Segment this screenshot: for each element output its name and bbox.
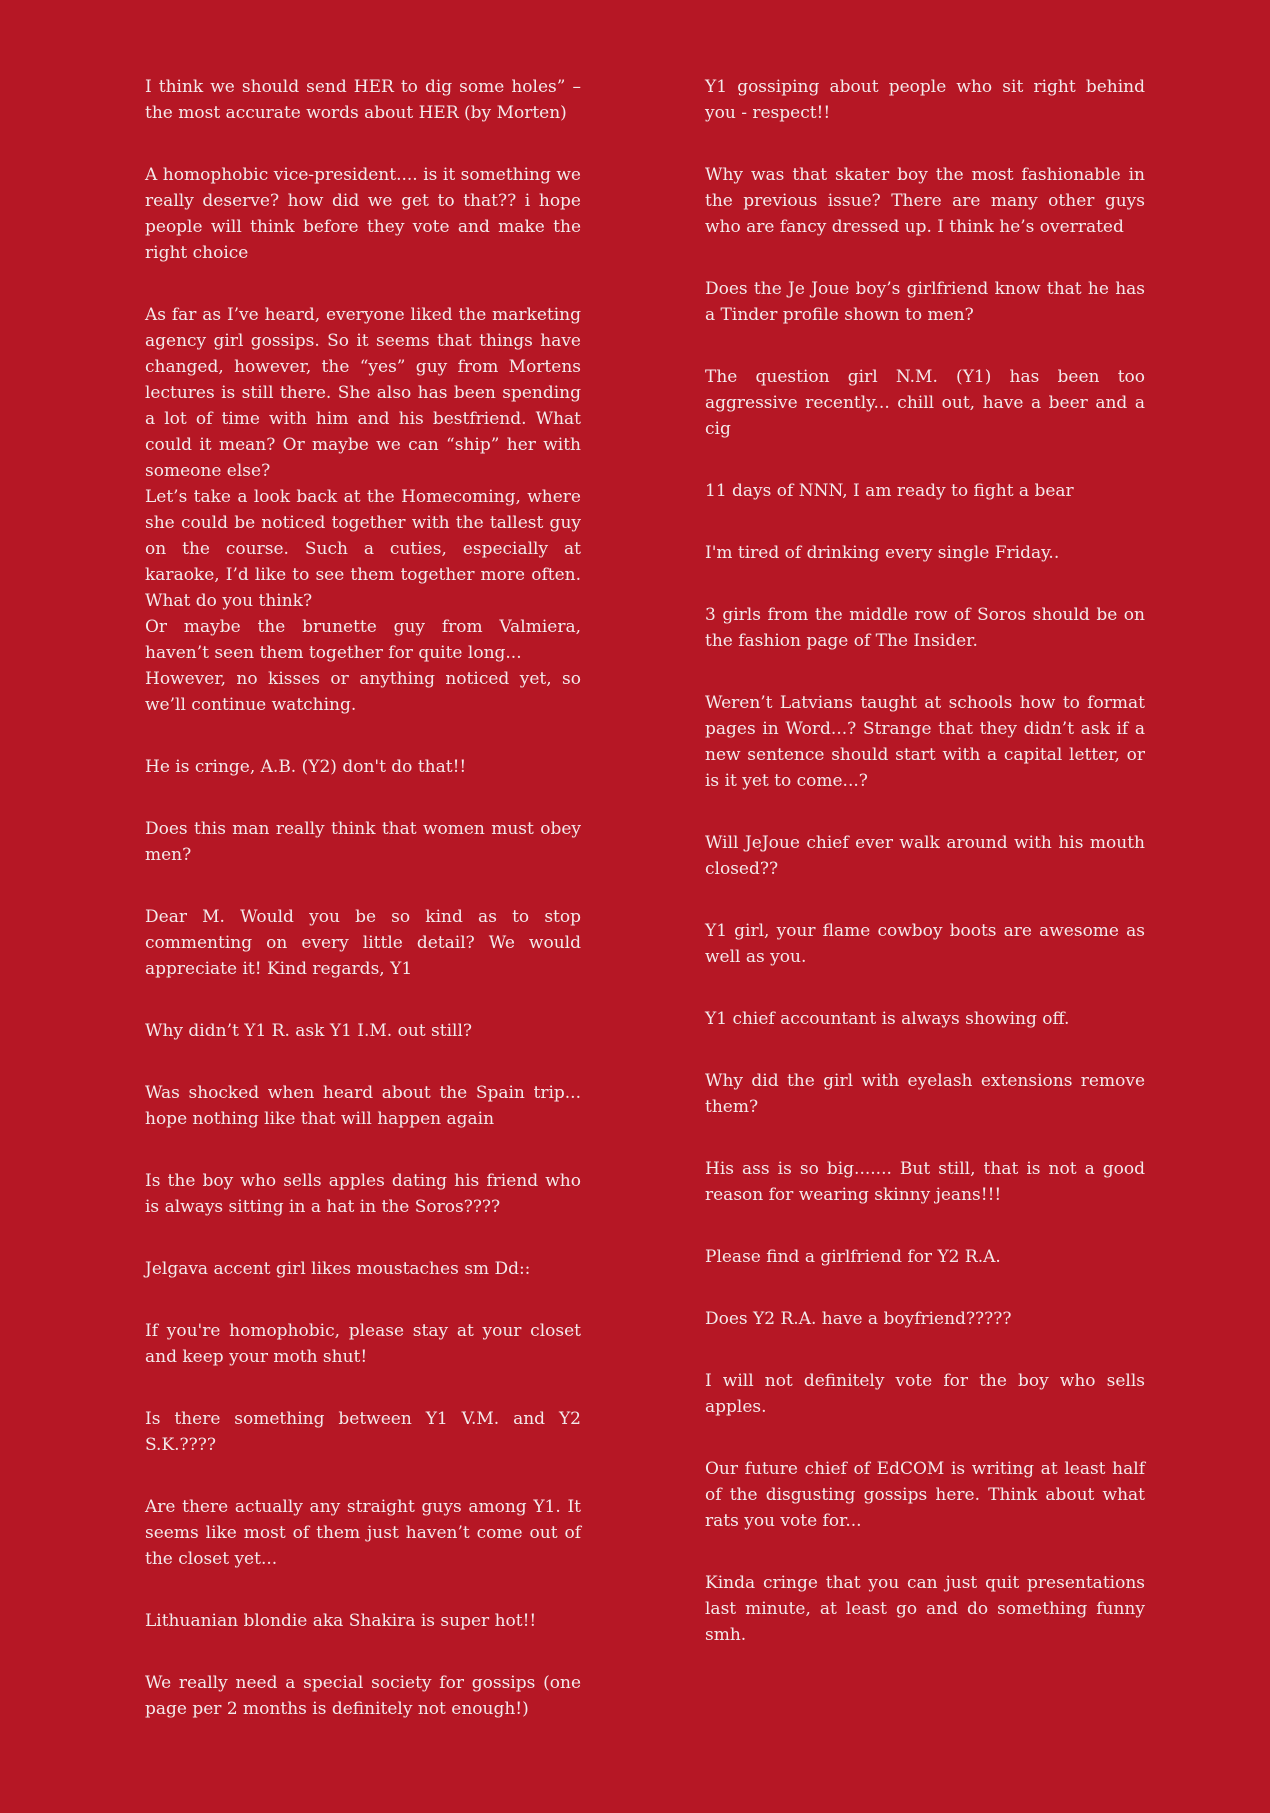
gossip-item: Please find a girlfriend for Y2 R.A. [705,1247,1001,1267]
gossip-item: Does this man really think that women must obey men? [145,819,581,865]
gossip-item: Is there something between Y1 V.M. and Y2 S.K.???? [145,1409,581,1455]
gossip-item: He is cringe, A.B. (Y2) don't do that!! [145,757,467,777]
gossip-item: His ass is so big....... But still, that is not a good reason for wearing skinny jeans!!! [705,1159,1145,1205]
gossip-item: Will JeJoue chief ever walk around with his mouth closed?? [705,833,1145,879]
gossip-item: Does Y2 R.A. have a boyfriend????? [705,1309,1012,1329]
right-column [705,74,1145,1684]
gossip-item: I will not definitely vote for the boy who sells apples. [705,1371,1145,1417]
gossip-item: Our future chief of EdCOM is writing at least half of the disgusting gossips here. Think about what rats you vote for... [705,1459,1145,1531]
gossip-item: If you're homophobic, please stay at your closet and keep your moth shut! [145,1321,581,1367]
gossip-item: Why was that skater boy the most fashionable in the previous issue? There are many other guys who are fancy dressed up. I think he’s overrated [705,165,1145,237]
gossip-item: Jelgava accent girl likes moustaches sm Dd:: [145,1259,531,1279]
gossip-item: I'm tired of drinking every single Friday.. [705,543,1060,563]
gossip-item: Is the boy who sells apples dating his friend who is always sitting in a hat in the Soros???? [145,1171,581,1217]
gossip-item: A homophobic vice-president.... is it something we really deserve? how did we get to that?? i hope people will think before they vote and make the right choice [145,165,581,263]
gossip-item: Are there actually any straight guys among Y1. It seems like most of them just haven’t come out of the closet yet... [145,1497,581,1569]
gossip-item: I think we should send HER to dig some holes” – the most accurate words about HER (by Morten) [145,77,581,123]
gossip-item: Y1 chief accountant is always showing off. [705,1009,1070,1029]
gossip-item: Y1 gossiping about people who sit right behind you - respect!! [705,77,1145,123]
gossip-item: Kinda cringe that you can just quit presentations last minute, at least go and do something funny smh. [705,1573,1145,1645]
gossip-item: We really need a special society for gossips (one page per 2 months is definitely not enough!) [145,1673,581,1719]
gossip-item: Dear M. Would you be so kind as to stop commenting on every little detail? We would appreciate it! Kind regards, Y1 [145,907,581,979]
gossip-item: Was shocked when heard about the Spain trip... hope nothing like that will happen again [145,1083,581,1129]
gossip-item: 11 days of NNN, I am ready to fight a bear [705,481,1074,501]
gossip-item: 3 girls from the middle row of Soros should be on the fashion page of The Insider. [705,605,1145,651]
gossip-item: The question girl N.M. (Y1) has been too aggressive recently... chill out, have a beer and a cig [705,367,1145,439]
left-column [145,74,581,1758]
gossip-item: Why did the girl with eyelash extensions remove them? [705,1071,1145,1117]
gossip-item: Why didn’t Y1 R. ask Y1 I.M. out still? [145,1021,473,1041]
gossip-item: Lithuanian blondie aka Shakira is super hot!! [145,1611,537,1631]
gossip-item: As far as I’ve heard, everyone liked the marketing agency girl gossips. So it seems that things have changed, however, the “yes” guy from Mortens lectures is still there. She also has been spending a lot of time with him and his bestfriend. What could it mean? Or maybe we can “ship” her with someone else? Let’s take a look back at the Homecoming, where she could be noticed together with the tallest guy on the course. Such a cuties, especially at karaoke, I’d like to see them together more often. What do you think? Or maybe the brunette guy from Valmiera, haven’t seen them together for quite long... However, no kisses or anything noticed yet, so we’ll continue watching. [145,305,581,715]
gossip-item: Y1 girl, your flame cowboy boots are awesome as well as you. [705,921,1145,967]
gossip-item: Does the Je Joue boy’s girlfriend know that he has a Tinder profile shown to men? [705,279,1145,325]
gossip-item: Weren’t Latvians taught at schools how to format pages in Word...? Strange that they didn’t ask if a new sentence should start with a capital letter, or is it yet to come...? [705,693,1145,791]
